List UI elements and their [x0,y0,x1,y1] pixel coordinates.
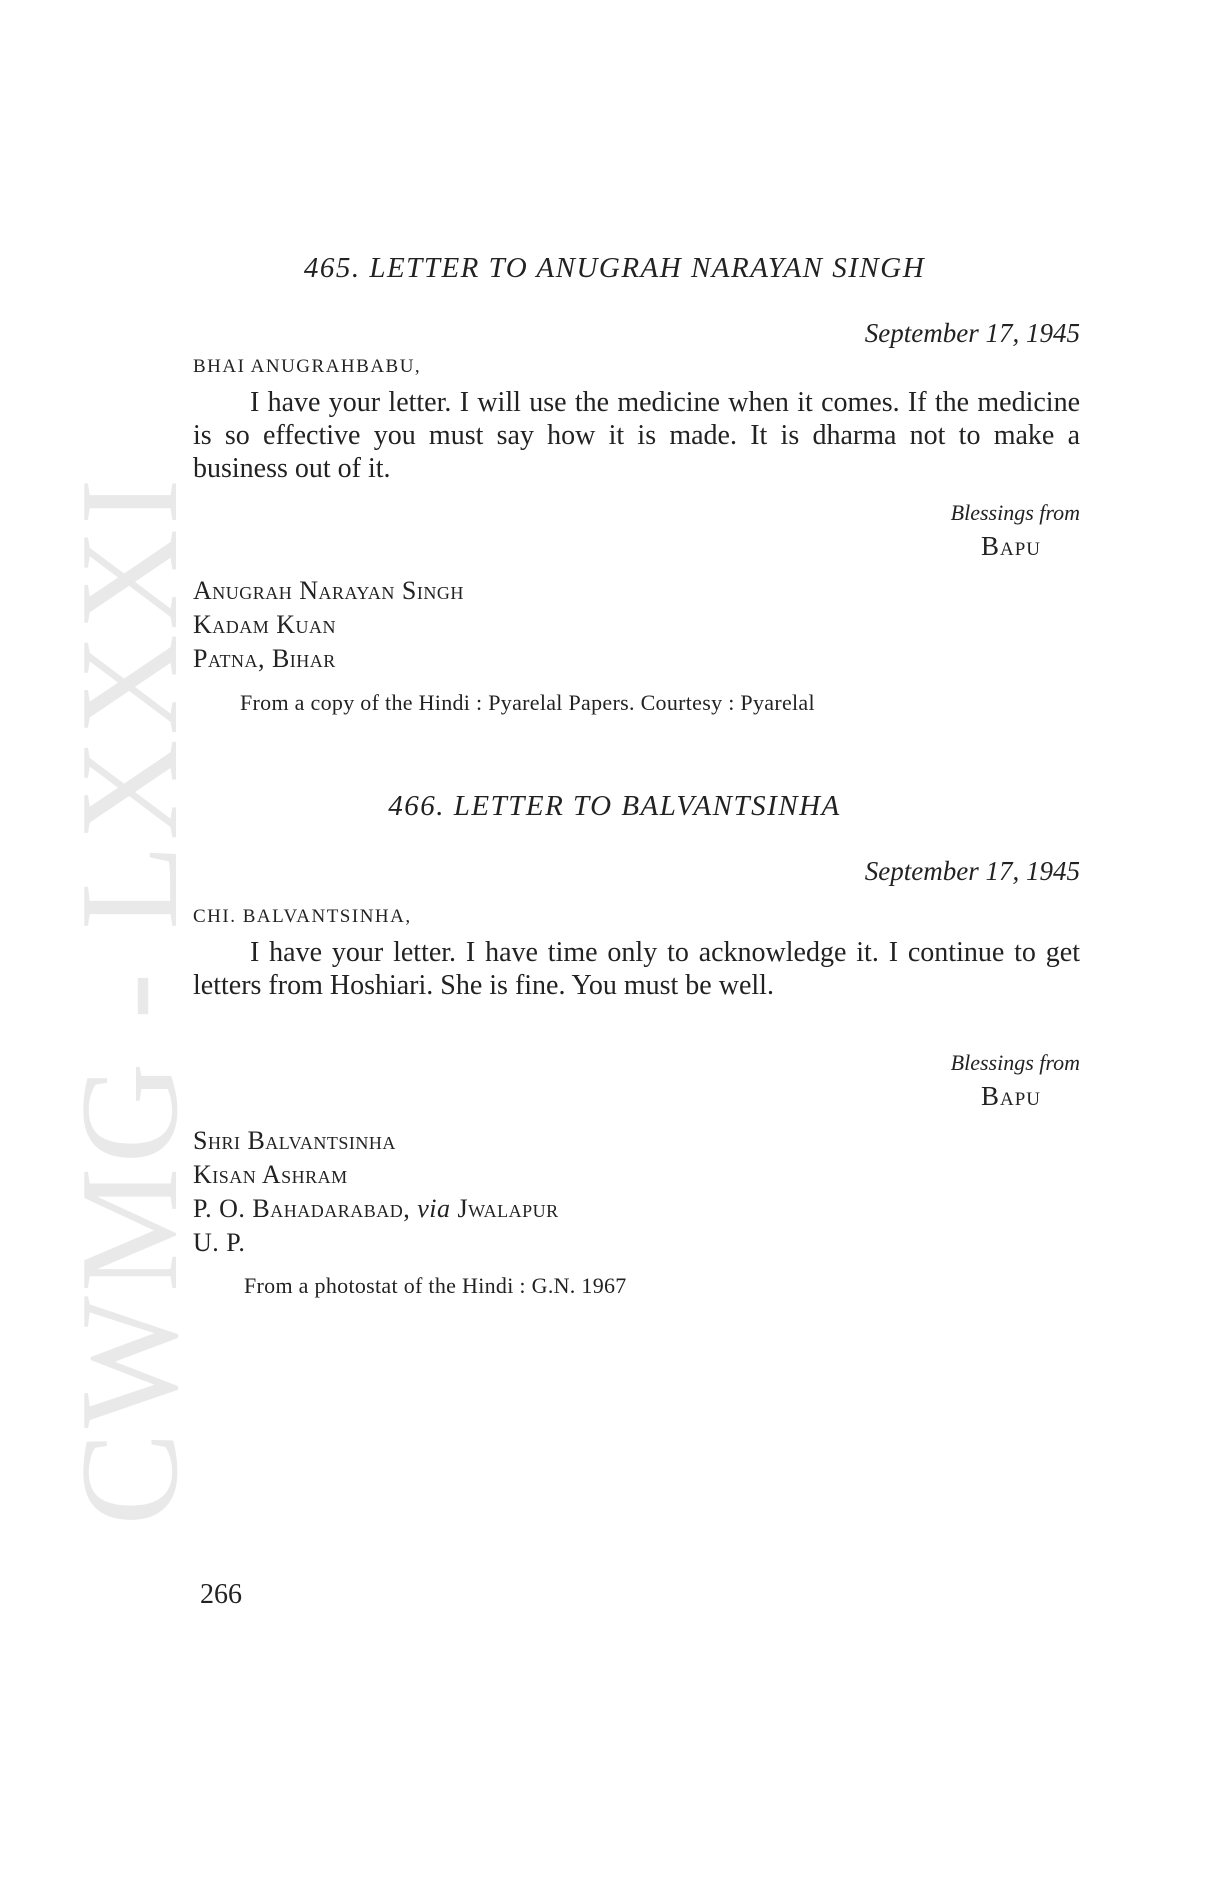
letter-465-signature: Bapu [980,531,1041,561]
letter-466-date: September 17, 1945 [864,856,1080,886]
watermark: CWMG - LXXXI [52,474,207,1526]
letter-466-address [193,1124,559,1260]
letter-465-salutation: BHAI ANUGRAHBABU, [193,356,422,377]
address-po: P. O. Bahadarabad, [193,1194,411,1223]
letter-465-address [193,574,464,676]
letter-466-source: From a photostat of the Hindi : G.N. 1967 [244,1273,627,1298]
address-via: via [417,1194,451,1223]
letter-466-body: I have your letter. I have time only to acknowledge it. I continue to get letters from Hoshiari. She is fine. You must be well. [193,937,1080,1001]
address-line: U. P. [193,1228,246,1257]
address-line: Shri Balvantsinha [193,1126,396,1155]
letter-465-heading: 465. LETTER TO ANUGRAH NARAYAN SINGH [303,252,926,284]
letter-465-date: September 17, 1945 [864,318,1080,348]
address-line: Kadam Kuan [193,610,337,639]
address-line [193,1192,559,1226]
letter-466-signature: Bapu [980,1081,1041,1111]
letter-466-blessings: Blessings from [950,1050,1080,1075]
letter-465-source: From a copy of the Hindi : Pyarelal Papers. Courtesy : Pyarelal [240,690,815,715]
letter-466-heading: 466. LETTER TO BALVANTSINHA [388,790,841,822]
letter-465-body: I have your letter. I will use the medicine when it comes. If the medicine is so effective you must say how it is made. It is dharma not to make a business out of it. [193,387,1080,484]
address-town: Jwalapur [457,1194,559,1223]
page-number: 266 [200,1579,242,1610]
address-line: Anugrah Narayan Singh [193,576,464,605]
address-line: Patna, Bihar [193,644,336,673]
address-line: Kisan Ashram [193,1160,348,1189]
letter-465-blessings: Blessings from [950,500,1080,525]
letter-466-salutation: CHI. BALVANTSINHA, [193,906,412,927]
